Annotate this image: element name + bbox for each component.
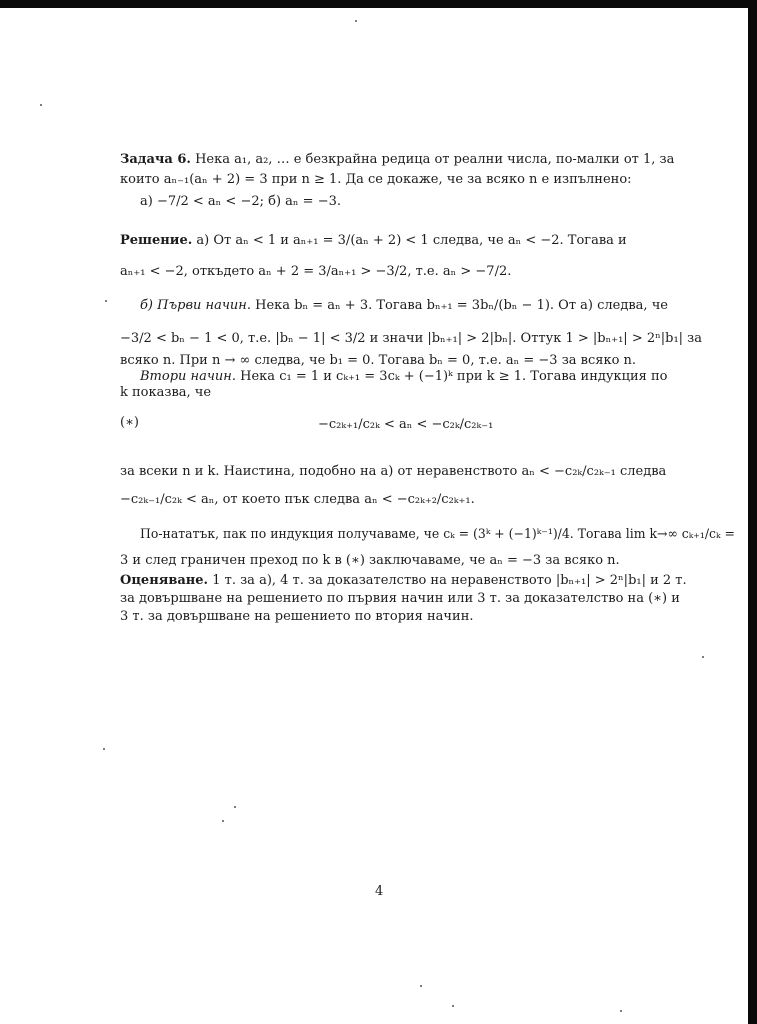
second-way-text: Нека c₁ = 1 и cₖ₊₁ = 3cₖ + (−1)ᵏ при k ≥ 1. Тогава индукция по xyxy=(240,369,668,384)
solution-b-line-1 xyxy=(140,298,668,314)
second-way-label: Втори начин. xyxy=(140,369,237,384)
star-label: (∗) xyxy=(120,415,139,430)
solution-b-line-2: −3/2 < bₙ − 1 < 0, т.е. |bₙ − 1| < 3/2 и значи |bₙ₊₁| > 2|bₙ|. Оттук 1 > |bₙ₊₁| > 2ⁿ|b₁| за xyxy=(120,331,703,346)
problem-parts: а) −7/2 < aₙ < −2; б) aₙ = −3. xyxy=(140,194,341,209)
second-way-line-1 xyxy=(140,369,668,385)
solution-a-line-2: aₙ₊₁ < −2, откъдето aₙ + 2 = 3/aₙ₊₁ > −3/2, т.е. aₙ > −7/2. xyxy=(120,264,512,279)
grading-label: Оценяване. xyxy=(120,573,209,588)
after-star-line-2: −c₂ₖ₋₁/c₂ₖ < aₙ, от което пък следва aₙ < −c₂ₖ₊₂/c₂ₖ₊₁. xyxy=(120,492,475,507)
problem-title: Задача 6. xyxy=(120,152,191,167)
grading-line-3: 3 т. за довършване на решението по втория начин. xyxy=(120,609,474,624)
problem-statement-line-2: които aₙ₋₁(aₙ + 2) = 3 при n ≥ 1. Да се докаже, че за всяко n е изпълнено: xyxy=(120,172,632,187)
solution-a-text: а) От aₙ < 1 и aₙ₊₁ = 3/(aₙ + 2) < 1 следва, че aₙ < −2. Тогава и xyxy=(196,233,627,248)
induction-line-2: 3 и след граничен преход по k в (∗) заключаваме, че aₙ = −3 за всяко n. xyxy=(120,553,620,568)
solution-label: Решение. xyxy=(120,233,193,248)
star-formula: −c₂ₖ₊₁/c₂ₖ < aₙ < −c₂ₖ/c₂ₖ₋₁ xyxy=(318,417,494,432)
grading-text: 1 т. за а), 4 т. за доказателство на неравенството |bₙ₊₁| > 2ⁿ|b₁| и 2 т. xyxy=(212,573,687,588)
after-star-line-1: за всеки n и k. Наистина, подобно на а) от неравенството aₙ < −c₂ₖ/c₂ₖ₋₁ следва xyxy=(120,464,667,479)
solution-b-line-3: всяко n. При n → ∞ следва, че b₁ = 0. Тогава bₙ = 0, т.е. aₙ = −3 за всяко n. xyxy=(120,353,637,368)
solution-b-text: Нека bₙ = aₙ + 3. Тогава bₙ₊₁ = 3bₙ/(bₙ − 1). От а) следва, че xyxy=(255,298,668,313)
problem-statement-line-1 xyxy=(120,152,674,168)
induction-line-1: По-нататък, пак по индукция получаваме, че cₖ = (3ᵏ + (−1)ᵏ⁻¹)/4. Тогава lim k→∞ cₖ₊₁/cₖ = xyxy=(140,527,735,542)
first-way-label: б) Първи начин. xyxy=(140,298,252,313)
grading-line-1 xyxy=(120,573,687,589)
page-number: 4 xyxy=(375,884,384,899)
grading-line-2: за довършване на решението по първия начин или 3 т. за доказателство на (∗) и xyxy=(120,591,680,606)
solution-a-line-1 xyxy=(120,233,627,249)
second-way-line-2: k показва, че xyxy=(120,385,212,400)
problem-statement-text: Нека a₁, a₂, … е безкрайна редица от реални числа, по-малки от 1, за xyxy=(195,152,675,167)
